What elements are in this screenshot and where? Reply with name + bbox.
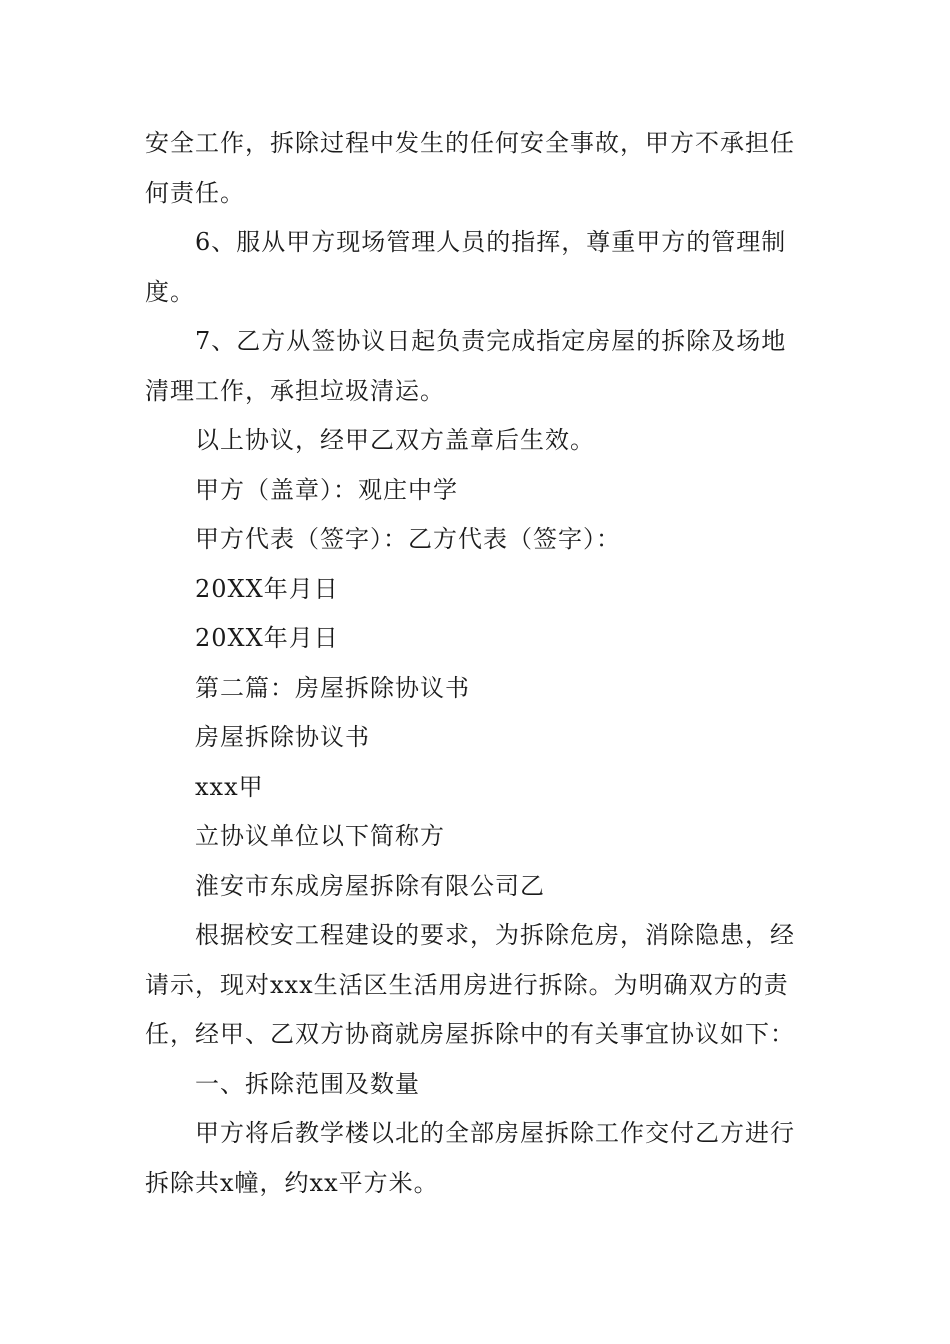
paragraph-11: xxx甲: [195, 772, 264, 801]
paragraph-14: 根据校安工程建设的要求，为拆除危房，消除隐患，经请示，现对xxx生活区生活用房进行拆除。为明确双方的责任，经甲、乙双方协商就房屋拆除中的有关事宜协议如下：: [145, 921, 795, 1048]
paragraph-15: 一、拆除范围及数量: [195, 1069, 420, 1098]
paragraph-3: 7、乙方从签协议日起负责完成指定房屋的拆除及场地清理工作，承担垃圾清运。: [145, 327, 787, 405]
paragraph-7: 20XX年月日: [195, 574, 339, 603]
paragraph-10: 房屋拆除协议书: [195, 723, 370, 751]
paragraph-6: 甲方代表（签字）：乙方代表（签字）：: [195, 525, 621, 553]
paragraph-9: 第二篇：房屋拆除协议书: [195, 673, 470, 702]
paragraph-13: 淮安市东成房屋拆除有限公司乙: [195, 871, 545, 900]
document-body: [145, 119, 805, 1208]
paragraph-1: 安全工作，拆除过程中发生的任何安全事故，甲方不承担任何责任。: [145, 129, 795, 207]
paragraph-8: 20XX年月日: [195, 624, 339, 652]
paragraph-2: 6、服从甲方现场管理人员的指挥，尊重甲方的管理制度。: [145, 228, 787, 306]
paragraph-5: 甲方（盖章）：观庄中学: [195, 475, 458, 504]
paragraph-12: 立协议单位以下简称方: [195, 822, 445, 850]
paragraph-16: 甲方将后教学楼以北的全部房屋拆除工作交付乙方进行拆除共x幢，约xx平方米。: [145, 1119, 795, 1197]
paragraph-4: 以上协议，经甲乙双方盖章后生效。: [195, 426, 595, 454]
